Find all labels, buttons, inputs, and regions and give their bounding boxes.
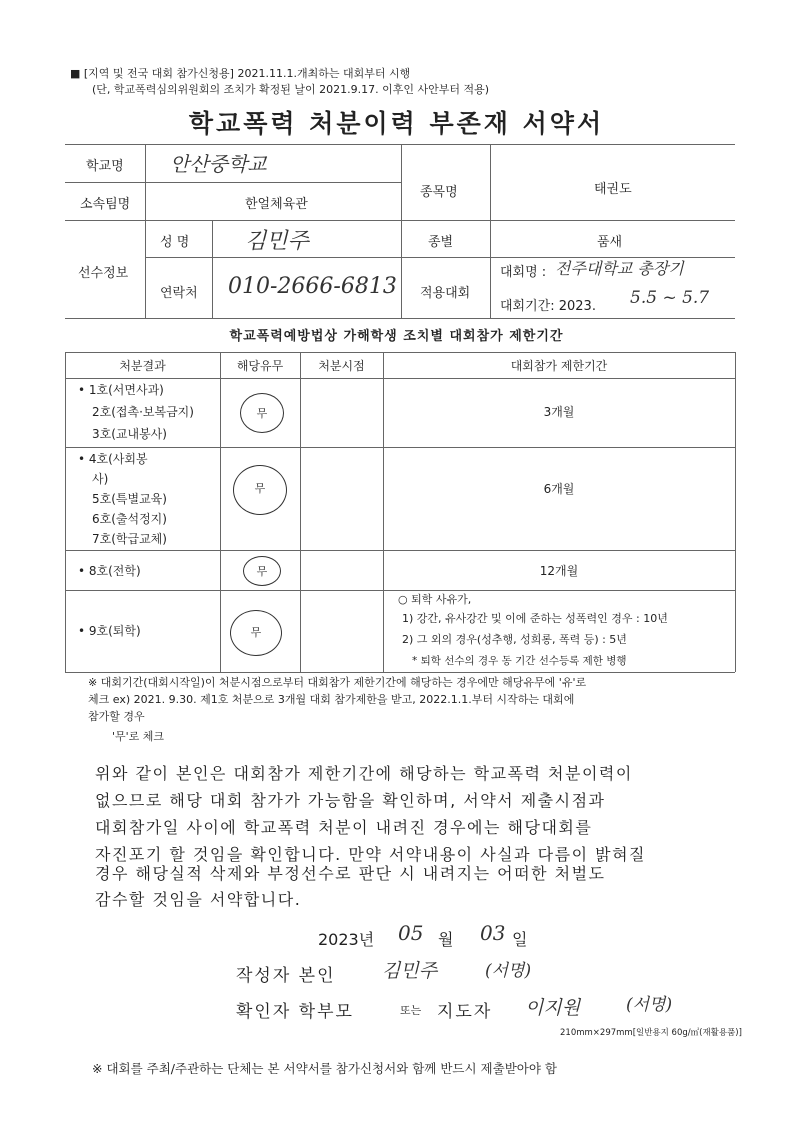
competition-name-prefix: 대회명 : xyxy=(500,265,547,280)
date-month-label: 월 xyxy=(438,930,454,949)
row2-period: 6개월 xyxy=(543,482,575,496)
player-info-label: 선수정보 xyxy=(78,266,129,281)
row4-period-line2: 1) 강간, 유사강간 및 이에 준하는 성폭력인 경우 : 10년 xyxy=(402,612,668,625)
table-caption: 학교폭력예방법상 가해학생 조치별 대회참가 제한기간 xyxy=(229,329,564,344)
row4-period-line3: 2) 그 외의 경우(성추행, 성희롱, 폭력 등) : 5년 xyxy=(402,633,627,646)
name-label: 성 명 xyxy=(160,235,190,250)
row2-line5: 7호(학급교체) xyxy=(92,532,167,546)
competition-name-value: 전주대학교 총장기 xyxy=(555,259,684,278)
row1-mark: 무 xyxy=(240,393,284,433)
footnote-line-3: 참가할 경우 xyxy=(88,710,145,723)
pledge-line-6: 감수할 것임을 서약합니다. xyxy=(95,890,302,909)
footnote-line-4: '무'로 체크 xyxy=(112,730,165,743)
row4-period-line4: * 퇴학 선수의 경우 동 기간 선수등록 제한 병행 xyxy=(412,655,627,667)
row2-line3: 5호(특별교육) xyxy=(92,492,167,506)
header-applicable: 해당유무 xyxy=(236,359,284,373)
confirmer-label: 확인자 학부모 xyxy=(236,1002,354,1022)
row2-line2: 사) xyxy=(92,472,109,486)
row2-line4: 6호(출석정지) xyxy=(92,512,167,526)
date-day-label: 일 xyxy=(512,930,528,949)
pledge-line-2: 없으므로 해당 대회 참가가 가능함을 확인하며, 서약서 제출시점과 xyxy=(95,791,606,810)
header-restriction-period: 대회참가 제한기간 xyxy=(510,359,608,373)
row4-mark: 무 xyxy=(230,610,282,656)
pledge-line-4: 자진포기 할 것임을 확인합니다. 만약 서약내용이 사실과 다름이 밝혀질 xyxy=(95,845,646,864)
pledge-line-3: 대회참가일 사이에 학교폭력 처분이 내려진 경우에는 해당대회를 xyxy=(95,818,593,837)
team-label: 소속팀명 xyxy=(80,197,131,212)
date-day-value: 03 xyxy=(480,921,506,945)
team-value: 한얼체육관 xyxy=(245,197,308,212)
category-label: 종별 xyxy=(428,235,454,250)
row2-mark: 무 xyxy=(233,465,287,515)
row4-line1: • 9호(퇴학) xyxy=(78,624,141,638)
notice-line-1: ■ [지역 및 전국 대회 참가신청용] 2021.11.1.개최하는 대회부터 시행 xyxy=(70,67,411,80)
category-value: 품새 xyxy=(597,235,623,250)
footnote-line-1: ※ 대회기간(대회시작일)이 처분시점으로부터 대회참가 제한기간에 해당하는 경우에만 해당유무에 '유'로 xyxy=(88,676,587,689)
row1-line3: 3호(교내봉사) xyxy=(92,427,167,441)
page-title: 학교폭력 처분이력 부존재 서약서 xyxy=(188,109,605,138)
school-label: 학교명 xyxy=(86,159,124,174)
writer-name: 김민주 xyxy=(382,960,438,982)
confirmer-or: 또는 xyxy=(400,1004,422,1017)
row4-period-line1: ○ 퇴학 사유가, xyxy=(398,593,472,606)
bottom-note: ※ 대회를 주최/주관하는 단체는 본 서약서를 참가신청서와 함께 반드시 제출받아야 함 xyxy=(92,1061,557,1076)
writer-signature: (서명) xyxy=(485,961,532,981)
row1-line2: 2호(접촉·보복금지) xyxy=(92,405,194,419)
competition-period-value: 5.5 ~ 5.7 xyxy=(630,288,710,308)
notice-line-2: (단, 학교폭력심의위원회의 조치가 확정된 날이 2021.9.17. 이후인 사안부터 적용) xyxy=(92,83,490,96)
confirmer-signature: (서명) xyxy=(626,995,673,1015)
header-disposition-time: 처분시점 xyxy=(318,359,365,373)
competition-period-prefix: 대회기간: 2023. xyxy=(500,299,596,314)
confirmer-guide-label: 지도자 xyxy=(437,1002,493,1022)
apply-competition-label: 적용대회 xyxy=(420,286,471,301)
event-value: 태권도 xyxy=(594,182,632,197)
row2-line1: • 4호(사회봉 xyxy=(78,452,148,466)
name-value: 김민주 xyxy=(245,229,309,254)
footnote-line-2: 체크 ex) 2021. 9.30. 제1호 처분으로 3개월 대회 참가제한을 받고, 2022.1.1.부터 시작하는 대회에 xyxy=(88,693,575,706)
row1-period: 3개월 xyxy=(543,405,575,419)
pledge-line-5: 경우 해당실적 삭제와 부정선수로 판단 시 내려지는 어떠한 처벌도 xyxy=(95,864,606,883)
contact-value: 010-2666-6813 xyxy=(228,274,397,299)
paper-spec: 210mm×297mm[일반용지 60g/㎡(재활용품)] xyxy=(560,1028,742,1038)
school-value: 안산중학교 xyxy=(170,152,267,176)
confirmer-name: 이지원 xyxy=(525,997,581,1019)
row3-period: 12개월 xyxy=(539,564,579,578)
header-result: 처분결과 xyxy=(119,359,166,373)
date-year: 2023년 xyxy=(318,930,375,949)
row1-line1: • 1호(서면사과) xyxy=(78,383,164,397)
row3-line1: • 8호(전학) xyxy=(78,564,141,578)
pledge-line-1: 위와 같이 본인은 대회참가 제한기간에 해당하는 학교폭력 처분이력이 xyxy=(95,764,633,783)
writer-label: 작성자 본인 xyxy=(236,966,336,986)
date-month-value: 05 xyxy=(398,921,424,945)
row3-mark: 무 xyxy=(243,556,281,586)
event-label: 종목명 xyxy=(420,185,458,200)
contact-label: 연락처 xyxy=(160,286,198,301)
